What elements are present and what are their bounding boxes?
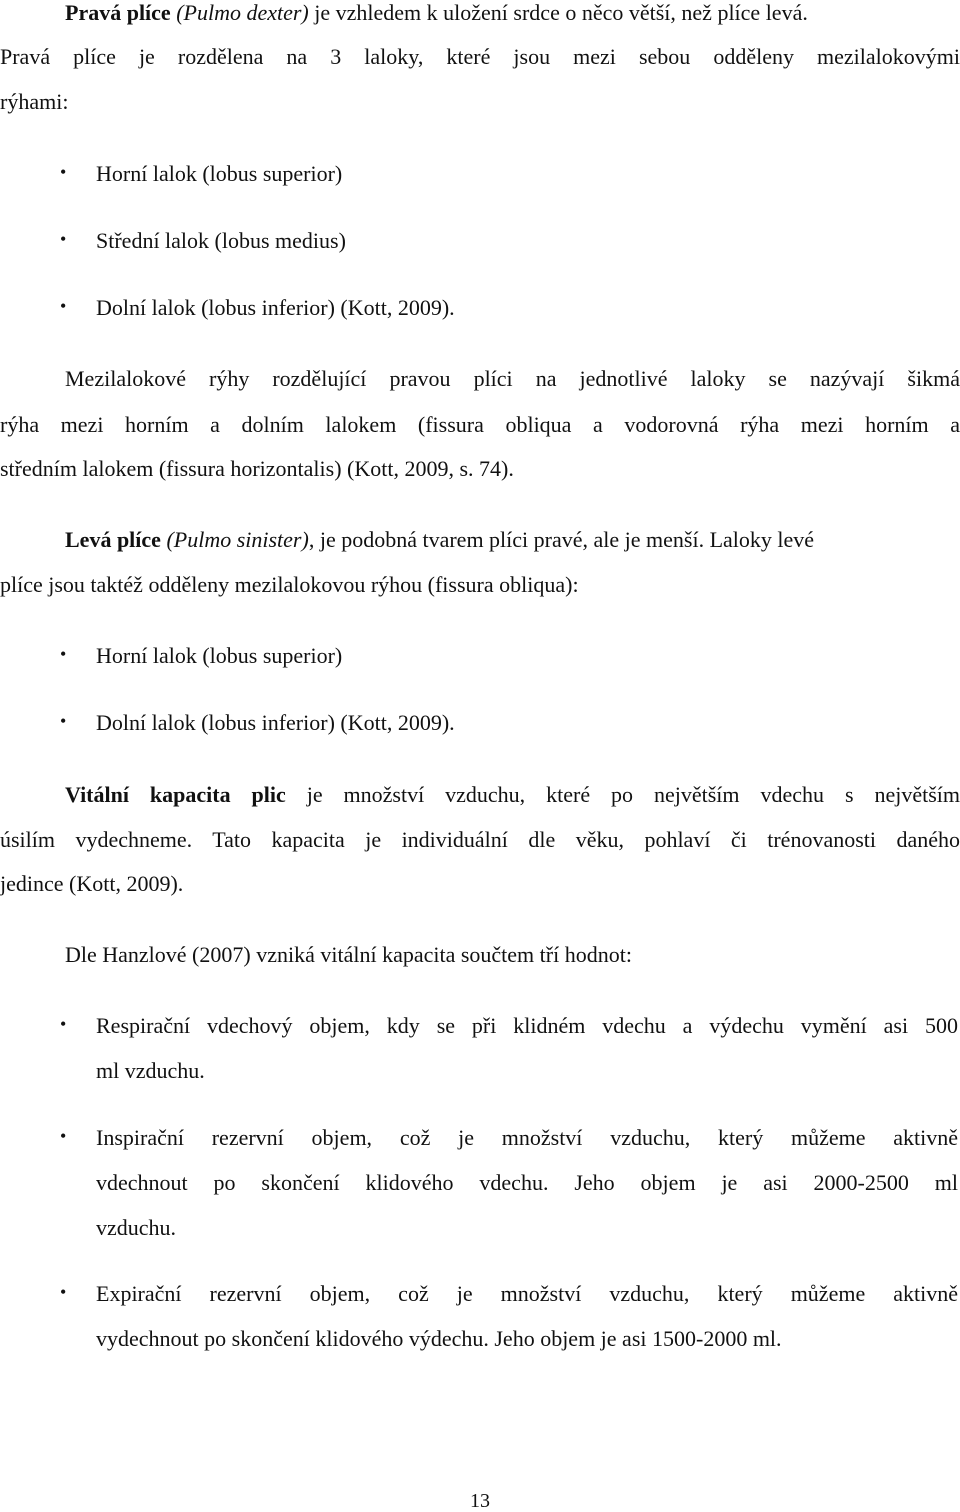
right-lung-line-3: rýhami: bbox=[0, 89, 69, 114]
list-item-line-1: Inspirační rezervní objem, což je množství vzduchu, který můžeme aktivně bbox=[96, 1125, 958, 1150]
left-lung-term: Levá plíce bbox=[65, 527, 161, 552]
right-lung-line-2: Pravá plíce je rozdělena na 3 laloky, které jsou mezi sebou odděleny mezilalokovými bbox=[0, 44, 960, 69]
bullet-icon: • bbox=[60, 711, 67, 731]
right-lung-line-1 bbox=[65, 2, 960, 24]
bullet-icon: • bbox=[60, 1126, 67, 1146]
list-item-text: Dolní lalok (lobus inferior) (Kott, 2009). bbox=[96, 295, 455, 320]
list-item-line-1: Respirační vdechový objem, kdy se při klidném vdechu a výdechu vymění asi 500 bbox=[96, 1013, 958, 1038]
list-item-line-2: vydechnout po skončení klidového výdechu. Jeho objem je asi 1500-2000 ml. bbox=[96, 1326, 782, 1351]
vital-line-3: jedince (Kott, 2009). bbox=[0, 871, 184, 896]
right-lung-term: Pravá plíce bbox=[65, 0, 171, 25]
list-item-text: Horní lalok (lobus superior) bbox=[96, 161, 343, 186]
right-lung-latin: (Pulmo dexter) bbox=[176, 0, 309, 25]
bullet-icon: • bbox=[60, 1014, 67, 1034]
list-item-text: Střední lalok (lobus medius) bbox=[96, 228, 346, 253]
list-item-text: Horní lalok (lobus superior) bbox=[96, 643, 343, 668]
right-lung-text: je vzhledem k uložení srdce o něco větší, než plíce levá. bbox=[314, 0, 808, 25]
list-item-line-1: Expirační rezervní objem, což je množství vzduchu, který můžeme aktivně bbox=[96, 1281, 958, 1306]
list-item-line-3: vzduchu. bbox=[96, 1215, 177, 1240]
page-number: 13 bbox=[470, 1490, 490, 1512]
vital-capacity-text: je množství vzduchu, které po největším vdechu s největším bbox=[306, 782, 960, 807]
hanzlova-line: Dle Hanzlové (2007) vzniká vitální kapacita součtem tří hodnot: bbox=[65, 942, 632, 967]
left-lung-line-2: plíce jsou taktéž odděleny mezilalokovou rýhou (fissura obliqua): bbox=[0, 572, 579, 597]
bullet-icon: • bbox=[60, 229, 67, 249]
left-lung-latin: (Pulmo sinister) bbox=[166, 527, 309, 552]
bullet-icon: • bbox=[60, 162, 67, 182]
list-item-text: Dolní lalok (lobus inferior) (Kott, 2009). bbox=[96, 710, 455, 735]
fissures-line-2: rýha mezi horním a dolním lalokem (fissura obliqua a vodorovná rýha mezi horním a bbox=[0, 412, 960, 437]
list-item-line-2: vdechnout po skončení klidového vdechu. Jeho objem je asi 2000-2500 ml bbox=[96, 1170, 958, 1195]
left-lung-text: , je podobná tvarem plíci pravé, ale je menší. Laloky levé bbox=[308, 527, 815, 552]
list-item-line-2: ml vzduchu. bbox=[96, 1058, 205, 1083]
bullet-icon: • bbox=[60, 1282, 67, 1302]
fissures-line-3: středním lalokem (fissura horizontalis) (Kott, 2009, s. 74). bbox=[0, 456, 514, 481]
vital-line-2: úsilím vydechneme. Tato kapacita je individuální dle věku, pohlaví či trénovanosti daného bbox=[0, 827, 960, 852]
left-lung-line-1 bbox=[65, 529, 960, 551]
vital-line-1 bbox=[65, 784, 960, 806]
bullet-icon: • bbox=[60, 296, 67, 316]
bullet-icon: • bbox=[60, 644, 67, 664]
vital-capacity-term: Vitální kapacita plic bbox=[65, 782, 286, 807]
fissures-line-1: Mezilalokové rýhy rozdělující pravou plíci na jednotlivé laloky se nazývají šikmá bbox=[65, 366, 960, 391]
